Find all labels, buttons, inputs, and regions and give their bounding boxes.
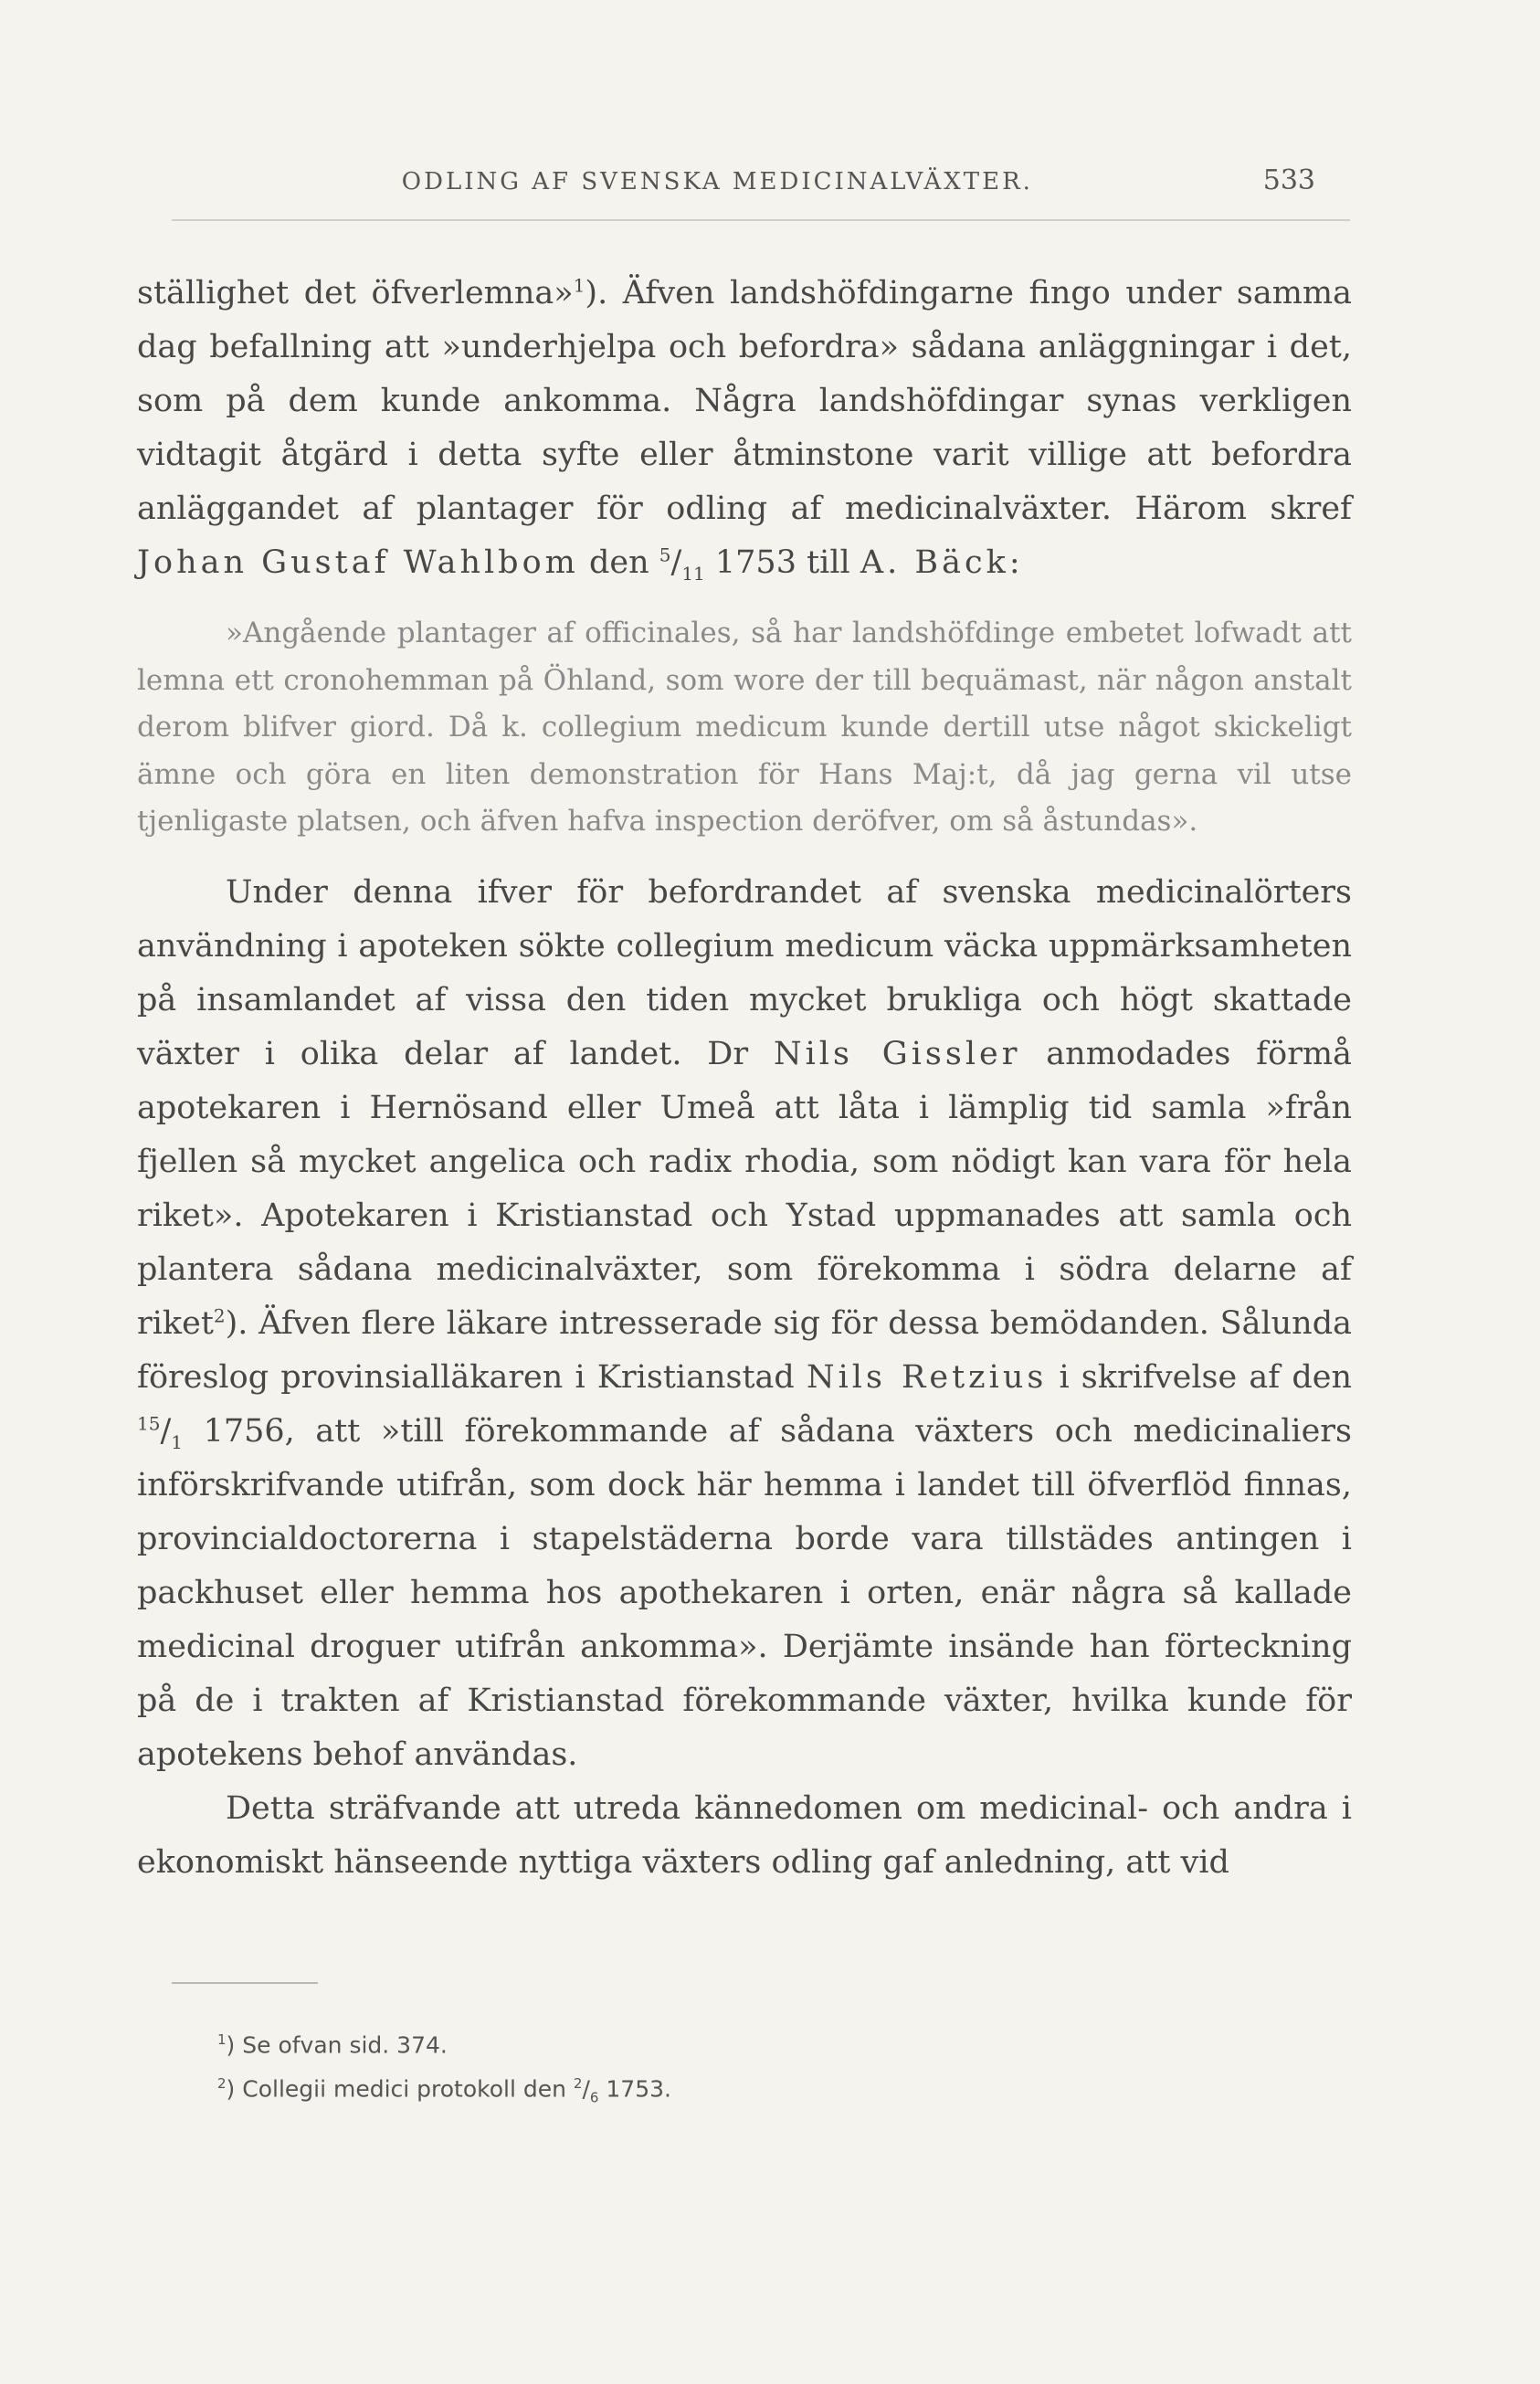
text-run: den [578,544,659,581]
footnote-text: ) Se ofvan sid. 374. [226,2031,448,2059]
footnotes [217,2020,1313,2118]
block-quote [137,610,1352,846]
fraction-denominator: 6 [589,2089,599,2106]
fraction-denominator: 1 [171,1430,183,1453]
text-run: Under denna ifver för befordrandet af svenska medicinalörters användning i apoteken sökte collegium medicum väcka uppmärksamheten på insamlandet af vissa den tiden mycket brukliga och högt skattade växter i olika delar af landet. Dr [137,873,1352,1072]
paragraph-2 [137,866,1352,1782]
footnote-mark: 1 [217,2031,227,2048]
fraction-numerator: 2 [573,2075,583,2093]
footnote-1 [217,2020,1313,2064]
footnote-text: ) Collegii medici protokoll den [226,2075,574,2103]
text-run: i skrifvelse af den [1047,1358,1352,1396]
text-run: 1753 till [704,544,860,581]
footnote-ref-2: 2 [213,1303,226,1326]
person-name: Nils Retzius [806,1358,1048,1396]
running-title: ODLING AF SVENSKA MEDICINALVÄXTER. [401,168,1033,195]
fraction-numerator: 15 [137,1411,161,1434]
paragraph-3: Detta sträfvande att utreda kännedomen om medicinal- och andra i ekonomiskt hänseende nyttiga växters odling gaf anledning, att vid [137,1789,1352,1881]
footnote-mark: 2 [217,2075,227,2093]
footnote-rule [172,1982,318,1984]
date-fraction: $^5/_{11}$ [659,543,705,585]
page-number: 533 [1262,164,1315,196]
text-run: ). Äfven flere läkare intresserade sig för dessa bemödanden. Sålunda föreslog provinsialläkaren i Kristianstad [137,1304,1352,1396]
running-head [172,164,1315,196]
quote-text: »Angående plantager af officinales, så har landshöfdinge embetet lofwadt att lemna ett cronohemman på Öhland, som wore der till bequämast, när någon anstalt derom blifver giord. Då k. collegium medicum kunde dertill utse något skickeligt ämne och göra en liten demonstration för Hans Maj:t, då jag gerna vil utse tjenligaste platsen, och äfven hafva inspection deröfver, om så åstundas». [137,617,1352,838]
text-run: anmodades förmå apotekaren i Hernösand eller Umeå att låta i lämplig tid samla »från fjellen så mycket angelica och radix rhodia, som nödigt kan vara för hela riket». Apotekaren i Kristianstad och Ystad uppmanades att samla och plantera sådana medicinalväxter, som förekomma i södra delarne af riket [137,1035,1352,1342]
text-run: ). Äfven landshöfdingarne fingo under samma dag befallning att »underhjelpa och befordra» sådana anläggningar i det, som på dem kunde ankomma. Några landshöfdingar synas verkligen vidtagit åtgärd i detta syfte eller åtminstone varit villige att befordra anläggandet af plantager för odling af medicinalväxter. Härom skref [137,275,1352,527]
footnote-text: 1753. [598,2075,671,2103]
footnote-ref-1: 1 [573,274,585,297]
footnote-2: $^2$) Collegii medici protokoll den $^2/_6$ 1753. [217,2075,671,2106]
fraction-denominator: 11 [681,563,705,585]
person-name: Nils Gissler [773,1035,1021,1072]
fraction-numerator: 5 [659,543,671,566]
paragraph-1 [137,267,1352,590]
text-run: ställighet det öfverlemna» [137,275,574,311]
person-name: Johan Gustaf Wahlbom [137,544,579,581]
text-run: : [1008,544,1020,581]
text-run: 1756, att »till förekommande af sådana växters och medicinaliers införskrifvande utifrån, som dock här hemma i landet till öfverflöd finnas, provincialdoctorerna i stapelstäderna borde vara tillstädes antingen i packhuset eller hemma hos apothekaren i orten, enär några så kallade medicinal droguer utifrån ankomma». Derjämte insände han förteckning på de i trakten af Kristianstad förekommande växter, hvilka kunde för apotekens behof användas. [137,1412,1352,1773]
person-name: A. Bäck [860,544,1009,581]
body-text [137,267,1352,1890]
header-rule [172,219,1350,221]
date-fraction: $^{15}/_1$ [137,1411,183,1453]
